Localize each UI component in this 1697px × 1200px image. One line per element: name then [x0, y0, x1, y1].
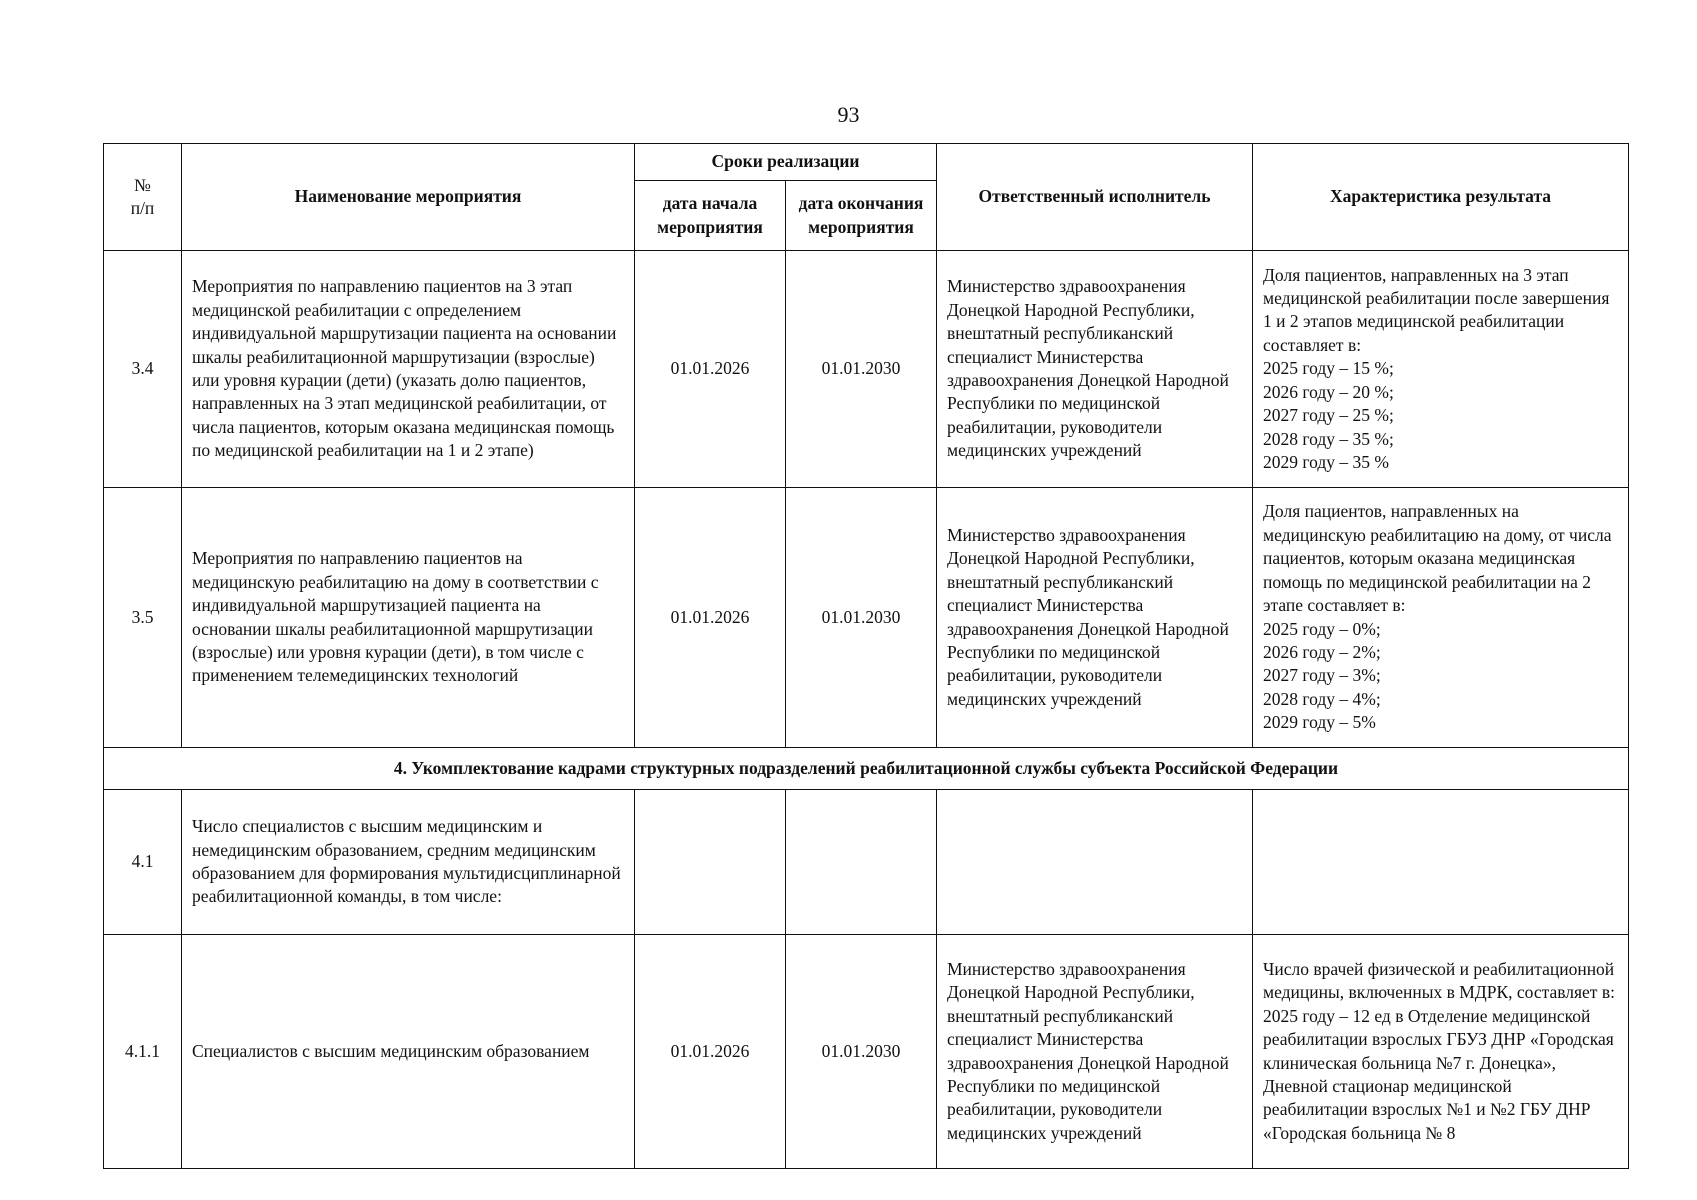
- row-result: [1253, 488, 1629, 748]
- row-start-date: 01.01.2026: [635, 935, 786, 1169]
- result-line: 2027 году – 25 %;: [1263, 405, 1394, 426]
- result-line: 2025 году – 15 %;: [1263, 358, 1394, 379]
- result-line: 2027 году – 3%;: [1263, 665, 1381, 686]
- page-number: 93: [837, 102, 860, 127]
- row-end-date: 01.01.2030: [786, 935, 937, 1169]
- row-number: 4.1.1: [104, 935, 182, 1169]
- activities-table: [103, 143, 1629, 1169]
- row-result: Число врачей физической и реабилитационной медицины, включенных в МДРК, составляет в: 2025 году – 12 ед в Отделение медицинской реабилитации взрослых ГБУЗ ДНР «Городская клиническая больница №7 г. Донецка», Дневной стационар медицинской реабилитации взрослых №1 и №2 ГБУ ДНР «Городская больница № 8: [1253, 935, 1629, 1169]
- result-line: 2028 году – 4%;: [1263, 688, 1381, 709]
- row-name: Мероприятия по направлению пациентов на 3 этап медицинской реабилитации с определением индивидуальной маршрутизации пациента на основании шкалы реабилитационной маршрутизации (взрослые) или уровня курации (дети) (указать долю пациентов, направленных на 3 этап медицинской реабилитации, от числа пациентов, которым оказана медицинская помощь по медицинской реабилитации на 1 и 2 этапе): [182, 251, 635, 488]
- table-row: [104, 935, 1629, 1169]
- row-result: [1253, 790, 1629, 935]
- result-line: 2028 году – 35 %;: [1263, 428, 1394, 449]
- result-line: 2029 году – 35 %: [1263, 451, 1389, 472]
- row-executor: [937, 790, 1253, 935]
- header-name: Наименование мероприятия: [182, 144, 635, 251]
- table-row: [104, 251, 1629, 488]
- section-row: [104, 748, 1629, 790]
- header-result: Характеристика результата: [1253, 144, 1629, 251]
- row-number: 4.1: [104, 790, 182, 935]
- row-number: 3.4: [104, 251, 182, 488]
- row-executor: Министерство здравоохранения Донецкой Народной Республики, внештатный республиканский специалист Министерства здравоохранения Донецкой Народной Республики по медицинской реабилитации, руководители медицинских учреждений: [937, 251, 1253, 488]
- row-number: 3.5: [104, 488, 182, 748]
- row-name: Мероприятия по направлению пациентов на медицинскую реабилитацию на дому в соответствии с индивидуальной маршрутизацией пациента на основании шкалы реабилитационной маршрутизации (взрослые) или уровня курации (дети), в том числе с применением телемедицинских технологий: [182, 488, 635, 748]
- row-start-date: [635, 790, 786, 935]
- header-terms: Сроки реализации: [635, 144, 937, 181]
- header-number: № п/п: [104, 144, 182, 251]
- row-executor: Министерство здравоохранения Донецкой Народной Республики, внештатный республиканский специалист Министерства здравоохранения Донецкой Народной Республики по медицинской реабилитации, руководители медицинских учреждений: [937, 935, 1253, 1169]
- row-name: Число специалистов с высшим медицинским и немедицинским образованием, средним медицинским образованием для формирования мультидисциплинарной реабилитационной команды, в том числе:: [182, 790, 635, 935]
- table-row: [104, 790, 1629, 935]
- result-line: 2025 году – 0%;: [1263, 618, 1381, 639]
- row-name: Специалистов с высшим медицинским образованием: [182, 935, 635, 1169]
- row-result: [1253, 251, 1629, 488]
- result-line: 2026 году – 2%;: [1263, 641, 1381, 662]
- header-end-date: дата окончания мероприятия: [786, 181, 937, 251]
- table-row: [104, 488, 1629, 748]
- row-start-date: 01.01.2026: [635, 251, 786, 488]
- row-end-date: 01.01.2030: [786, 488, 937, 748]
- row-end-date: 01.01.2030: [786, 251, 937, 488]
- result-intro: Доля пациентов, направленных на медицинскую реабилитацию на дому, от числа пациентов, которым оказана медицинская помощь по медицинской реабилитации на 2 этапе составляет в:: [1263, 501, 1612, 616]
- header-executor: Ответственный исполнитель: [937, 144, 1253, 251]
- section-title: 4. Укомплектование кадрами структурных подразделений реабилитационной службы субъекта Российской Федерации: [104, 748, 1629, 790]
- result-intro: Доля пациентов, направленных на 3 этап медицинской реабилитации после завершения 1 и 2 этапов медицинской реабилитации составляет в:: [1263, 264, 1610, 355]
- row-executor: Министерство здравоохранения Донецкой Народной Республики, внештатный республиканский специалист Министерства здравоохранения Донецкой Народной Республики по медицинской реабилитации, руководители медицинских учреждений: [937, 488, 1253, 748]
- row-end-date: [786, 790, 937, 935]
- row-start-date: 01.01.2026: [635, 488, 786, 748]
- result-line: 2029 году – 5%: [1263, 712, 1376, 733]
- header-start-date: дата начала мероприятия: [635, 181, 786, 251]
- result-line: 2026 году – 20 %;: [1263, 381, 1394, 402]
